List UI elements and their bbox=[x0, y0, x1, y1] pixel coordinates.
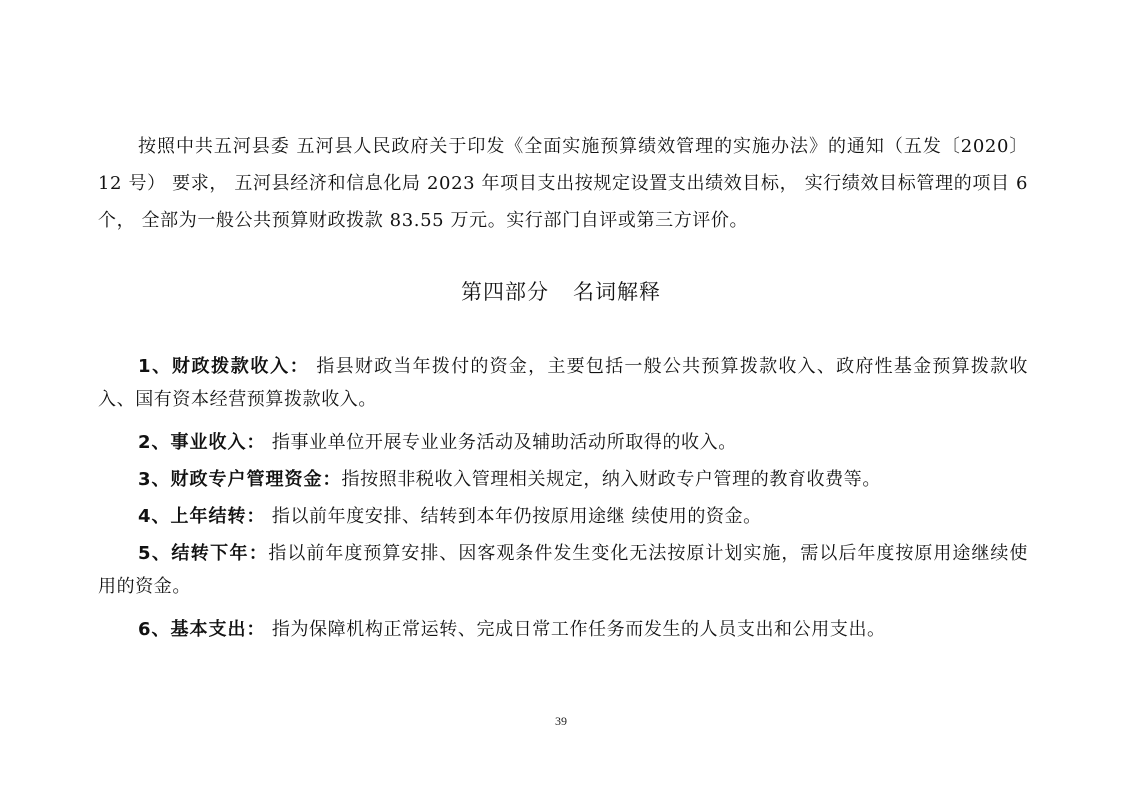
definition-text: 指为保障机构正常运转、完成日常工作任务而发生的人员支出和公用支出。 bbox=[265, 619, 886, 640]
definition-5 bbox=[98, 537, 1028, 603]
definition-term: 3、财政专户管理资金： bbox=[138, 469, 342, 490]
definition-term: 2、事业收入： bbox=[138, 432, 266, 453]
intro-paragraph: 按照中共五河县委 五河县人民政府关于印发《全面实施预算绩效管理的实施办法》的通知（五发〔2020〕12 号） 要求， 五河县经济和信息化局 2023 年项目支出按规定设置支出绩效目标， 实行绩效目标管理的项目 6 个， 全部为一般公共预算财政拨款 83.55 万元。实行部门自评或第三方评价。 bbox=[98, 136, 1028, 231]
definition-text: 指以前年度安排、结转到本年仍按原用途继 续使用的资金。 bbox=[265, 506, 762, 527]
definition-2 bbox=[98, 426, 1028, 459]
definition-text: 指事业单位开展专业业务活动及辅助活动所取得的收入。 bbox=[265, 432, 737, 453]
definition-term: 5、结转下年： bbox=[138, 543, 269, 564]
definition-text: 指按照非税收入管理相关规定，纳入财政专户管理的教育收费等。 bbox=[341, 469, 881, 490]
definition-4 bbox=[98, 500, 1028, 533]
definition-term: 6、基本支出： bbox=[138, 619, 266, 640]
section-heading bbox=[0, 276, 1122, 306]
definition-text: 指以前年度预算安排、因客观条件发生变化无法按原计划实施，需以后年度按原用途继续使用的资金。 bbox=[98, 543, 1028, 597]
section-part: 第四部分 bbox=[461, 280, 549, 304]
definition-term: 4、上年结转： bbox=[138, 506, 266, 527]
definition-1 bbox=[98, 350, 1028, 416]
section-title: 名词解释 bbox=[573, 280, 661, 304]
definition-term: 1、财政拨款收入： bbox=[138, 356, 310, 377]
definition-3 bbox=[98, 463, 1028, 496]
page-number: 39 bbox=[555, 714, 567, 728]
definition-text: 指县财政当年拨付的资金，主要包括一般公共预算拨款收入、政府性基金预算拨款收入、国有资本经营预算拨款收入。 bbox=[98, 356, 1028, 410]
definition-6 bbox=[98, 613, 1028, 646]
